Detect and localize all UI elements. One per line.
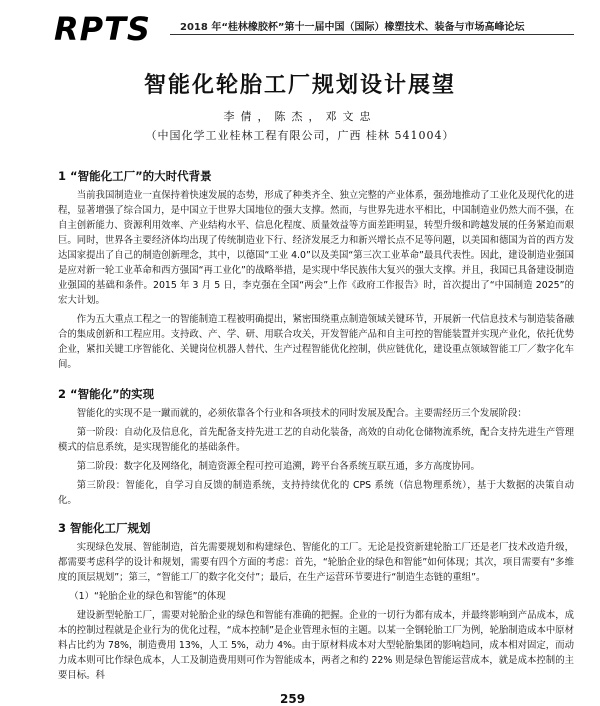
section-3-subheading-1: （1）“轮胎企业的绿色和智能”的体现	[69, 591, 226, 602]
section-3-paragraph-1: 实现绿色发展、智能制造，首先需要规划和构建绿色、智能化的工厂。无论是投资新建轮胎工厂还是老厂技术改造升级，都需要考虑科学的设计和规划，需要有四个方面的考虑：首先，“轮胎企业的绿色和智能”如何体现；其次，项目需要有“多维度的顶层规划”；第三，“智能工厂的数字化交付”；最后，在生产运营环节要进行“制造生态链的重组”。	[58, 542, 574, 583]
section-3-paragraph-2: 建设新型轮胎工厂，需要对轮胎企业的绿色和智能有准确的把握。企业的一切行为都有成本，并最终影响到产品成本，成本的控制过程就是企业行为的优化过程，“成本控制”是企业管理永恒的主题。以某一全钢轮胎工厂为例，轮胎制造成本中原材料占比约为 78%，制造费用 13%，人工 5%，动力 4%。由于原材料成本对大型轮胎集团的影响趋同，成本相对固定，而动力成本则可比作绿色成本，人工及制造费用则可作为智能成本，两者之和约 22% 则是绿色智能运营成本，就是成本控制的主要目标。科	[58, 610, 574, 681]
section-2-heading: 2 “智能化”的实现	[58, 387, 155, 401]
section-1-heading: 1 “智能化工厂”的大时代背景	[58, 169, 212, 183]
paper-authors: 李倩，陈杰，邓文忠	[223, 110, 377, 123]
paper-title: 智能化轮胎工厂规划设计展望	[143, 73, 456, 98]
section-2-paragraph-1: 智能化的实现不是一蹴而就的，必须依靠各个行业和各项技术的同时发展及配合。主要需经历三个发展阶段：	[76, 408, 527, 419]
section-3-heading: 3 智能化工厂规划	[58, 521, 151, 535]
section-2-paragraph-4: 第三阶段：智能化，自学习自反馈的制造系统，支持持续优化的 CPS 系统（信息物理系统），基于大数据的决策自动化。	[58, 480, 574, 506]
page-header	[0, 0, 600, 50]
paper-affiliation: （中国化学工业桂林工程有限公司，广西 桂林 541004）	[145, 129, 455, 142]
page-number: 259	[280, 692, 306, 706]
conference-title: 2018 年“桂林橡胶杯”第十一届中国（国际）橡塑技术、装备与市场高峰论坛	[180, 22, 525, 33]
section-1-paragraph-1: 当前我国制造业一直保持着快速发展的态势，形成了种类齐全、独立完整的产业体系，强劲地推动了工业化及现代化的进程，显著增强了综合国力，是中国立于世界大国地位的强大支撑。然而，与世界先进水平相比，中国制造业仍然大而不强，在自主创新能力、资源利用效率、产业结构水平、信息化程度、质量效益等方面差距明显，转型升级和跨越发展的任务紧迫而艰巨。同时，世界各主要经济体均出现了传统制造业下行、经济发展乏力和新兴增长点不足等问题，以美国和德国为首的西方发达国家提出了自己的制造创新理念，其中，以德国“工业 4.0”以及美国“第三次工业革命”最具代表性。因此，建设制造业强国是应对新一轮工业革命和西方强国“再工业化”的战略举措，是实现中华民族伟大复兴的强大支撑。并且，我国已具备建设制造业强国的基础和条件。2015 年 3 月 5 日，李克强在全国“两会”上作《政府工作报告》时，首次提出了“中国制造 2025”的宏大计划。	[58, 190, 574, 306]
header-rule	[170, 34, 574, 35]
section-1-paragraph-2: 作为五大重点工程之一的智能制造工程被明确提出，紧密围绕重点制造领域关键环节，开展新一代信息技术与制造装备融合的集成创新和工程应用。支持政、产、学、研、用联合攻关，开发智能产品和自主可控的智能装置并实现产业化，依托优势企业，紧扣关键工序智能化、关键岗位机器人替代、生产过程智能优化控制，供应链优化，建设重点领域智能工厂／数字化车间。	[58, 314, 574, 370]
section-2-paragraph-3: 第二阶段：数字化及网络化，制造资源全程可控可追溯，跨平台各系统互联互通，多方高度协同。	[76, 461, 480, 472]
section-2-paragraph-2: 第一阶段：自动化及信息化，首先配备支持先进工艺的自动化装备，高效的自动化仓储物流系统，配合支持先进生产管理模式的信息系统，是实现智能化的基础条件。	[58, 427, 574, 453]
paper-body	[58, 168, 574, 687]
rpts-logo: RPTS	[54, 10, 151, 48]
